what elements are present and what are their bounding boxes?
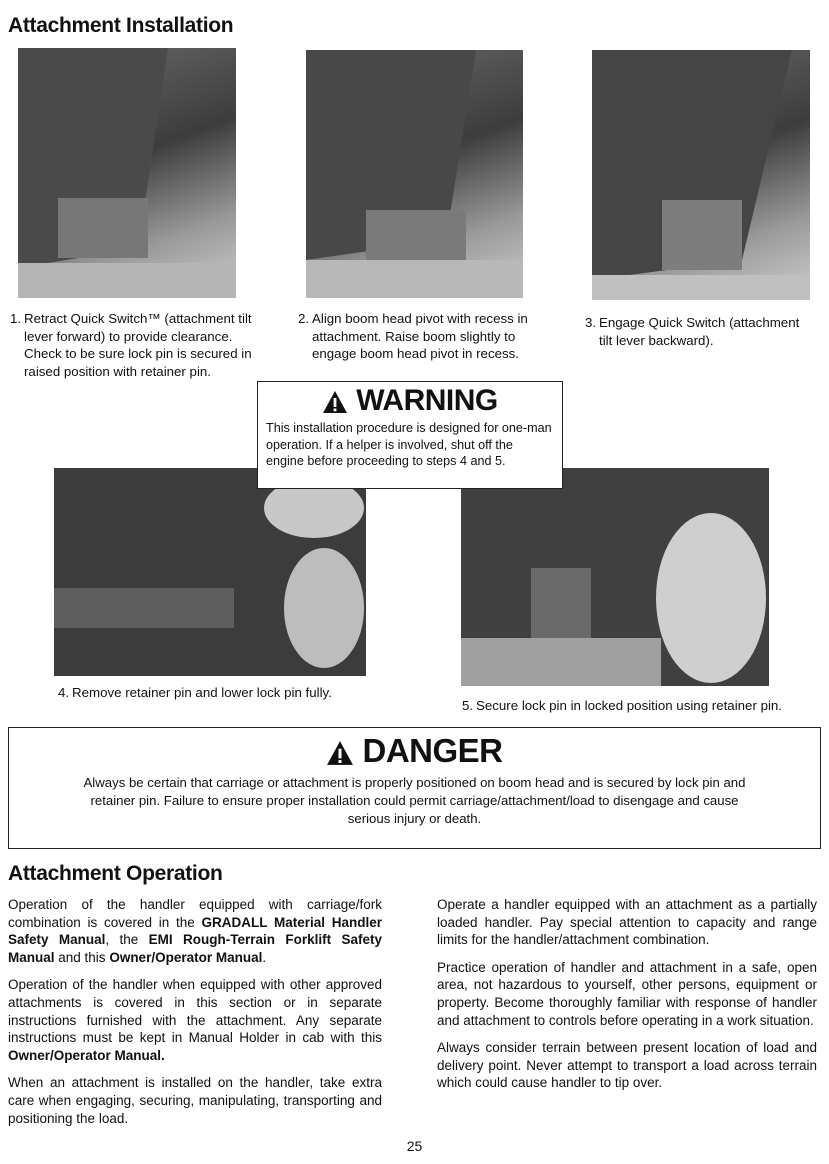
danger-triangle-icon [326, 740, 354, 766]
step5-caption: 5. Secure lock pin in locked position using retainer pin. [462, 698, 783, 713]
step4-caption: 4. Remove retainer pin and lower lock pin fully. [58, 685, 332, 700]
right-paragraph-2: Practice operation of handler and attachment in a safe, open area, not hazardous to yourself, other persons, equipment or property. Become thoroughly familiar with response of handler and attachment to controls before operating in a work situation. [437, 959, 817, 1028]
left-paragraph-2: Operation of the handler when equipped with other approved attachments is covered in this section or in separate instructions furnished with the attachment. Any separate instructions must be kept in Manual Holder in cab with this Owner/Operator Manual. [8, 977, 382, 1063]
danger-heading: DANGER [9, 732, 820, 770]
step3-caption: 3. Engage Quick Switch (attachment tilt lever backward). [585, 315, 800, 348]
danger-text: Always be certain that carriage or attachment is properly positioned on boom head and is secured by lock pin and retainer pin. Failure to ensure proper installation could permit carriage/attachment/load to disengage and cause serious injury or death. [83, 775, 746, 826]
warning-heading: WARNING [258, 384, 562, 418]
right-column [437, 896, 817, 1102]
step1-photo [18, 48, 236, 298]
section-title-installation: Attachment Installation [8, 14, 234, 37]
warning-triangle-icon [322, 390, 348, 414]
step5-photo [461, 468, 769, 686]
warning-box [257, 381, 563, 489]
right-paragraph-1: Operate a handler equipped with an attachment as a partially loaded handler. Pay special attention to capacity and range limits for the handler/attachment combination. [437, 897, 817, 948]
warning-text: This installation procedure is designed for one-man operation. If a helper is involved, shut off the engine before proceeding to steps 4 and 5. [266, 421, 552, 468]
page-number: 25 [406, 1138, 423, 1154]
left-column [8, 896, 382, 1137]
step3-photo [592, 50, 810, 300]
step2-caption: 2. Align boom head pivot with recess in attachment. Raise boom slightly to engage boom head pivot in recess. [298, 311, 528, 361]
right-paragraph-3: Always consider terrain between present location of load and delivery point. Never attempt to transport a load across terrain which could cause handler to tip over. [437, 1040, 817, 1091]
step2-photo [306, 50, 523, 298]
step1-caption: 1. Retract Quick Switch™ (attachment tilt lever forward) to provide clearance. Check to be sure lock pin is secured in raised position with retainer pin. [10, 311, 252, 379]
section-title-operation: Attachment Operation [8, 862, 223, 885]
step4-photo [54, 468, 366, 676]
left-paragraph-3: When an attachment is installed on the handler, take extra care when engaging, securing, manipulating, transporting and positioning the load. [8, 1075, 382, 1126]
left-paragraph-1: Operation of the handler equipped with carriage/fork combination is covered in the GRADALL Material Handler Safety Manual, the EMI Rough-Terrain Forklift Safety Manual and this Owner/Operator Manual. [8, 897, 382, 965]
danger-box [8, 727, 821, 849]
